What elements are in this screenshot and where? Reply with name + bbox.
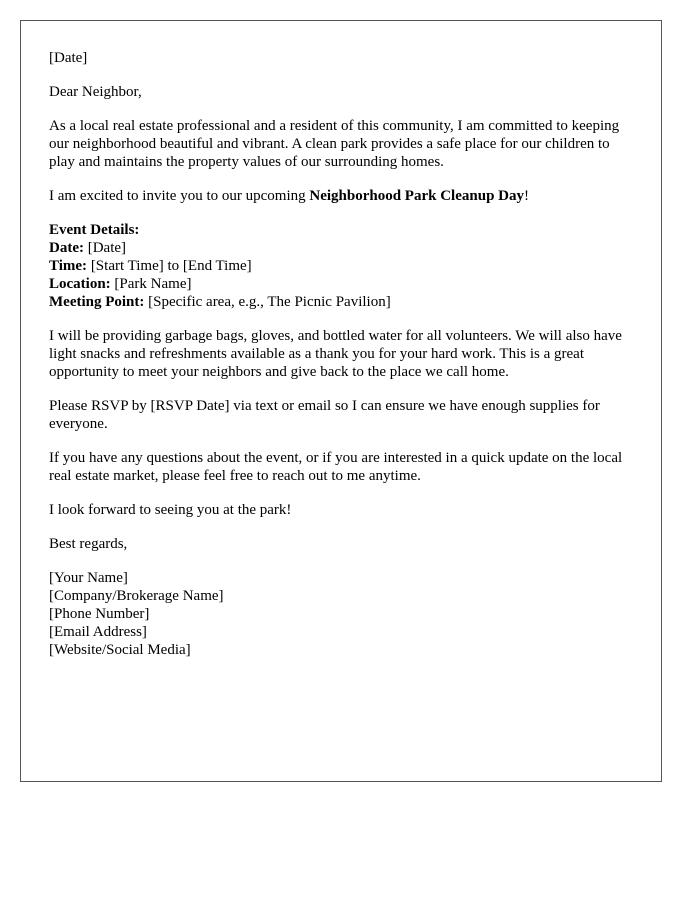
signature-company: [Company/Brokerage Name] [49,588,224,604]
signoff: Best regards, [49,536,128,552]
signature-phone: [Phone Number] [49,606,150,622]
letter [20,20,662,782]
detail-label: Date: [49,240,84,256]
signature-block [49,569,633,659]
intro-paragraph: As a local real estate professional and a resident of this community, I am committed to keeping our neighborhood beautiful and vibrant. A clean park provides a safe place for our children to play and maintains the property values of our surrounding homes. [49,118,620,170]
detail-date [49,239,633,257]
detail-location [49,275,633,293]
signature-email: [Email Address] [49,624,147,640]
detail-label: Location: [49,276,111,292]
salutation: Dear Neighbor, [49,84,142,100]
detail-label: Meeting Point: [49,294,145,310]
questions-paragraph: If you have any questions about the event, or if you are interested in a quick update on the local real estate market, please feel free to reach out to me anytime. [49,450,623,484]
signature-website: [Website/Social Media] [49,642,191,658]
detail-value: [Specific area, e.g., The Picnic Pavilion] [144,294,391,310]
event-details-heading: Event Details: [49,222,140,238]
event-details [49,221,633,311]
detail-meeting-point [49,293,633,311]
detail-label: Time: [49,258,88,274]
signature-name: [Your Name] [49,570,128,586]
detail-value: [Start Time] to [End Time] [87,258,252,274]
invite-punct: ! [524,188,529,204]
detail-value: [Park Name] [110,276,192,292]
letter-date: [Date] [49,50,88,66]
invite-paragraph [49,187,633,205]
invite-text: I am excited to invite you to our upcoming [49,188,310,204]
supplies-paragraph: I will be providing garbage bags, gloves, and bottled water for all volunteers. We will also have light snacks and refreshments available as a thank you for your hard work. This is a great opportunity to meet your neighbors and give back to the place we call home. [49,328,622,380]
event-name: Neighborhood Park Cleanup Day [309,188,524,204]
closing-line: I look forward to seeing you at the park! [49,502,292,518]
detail-value: [Date] [83,240,127,256]
detail-time [49,257,633,275]
rsvp-paragraph: Please RSVP by [RSVP Date] via text or email so I can ensure we have enough supplies for everyone. [49,398,600,432]
